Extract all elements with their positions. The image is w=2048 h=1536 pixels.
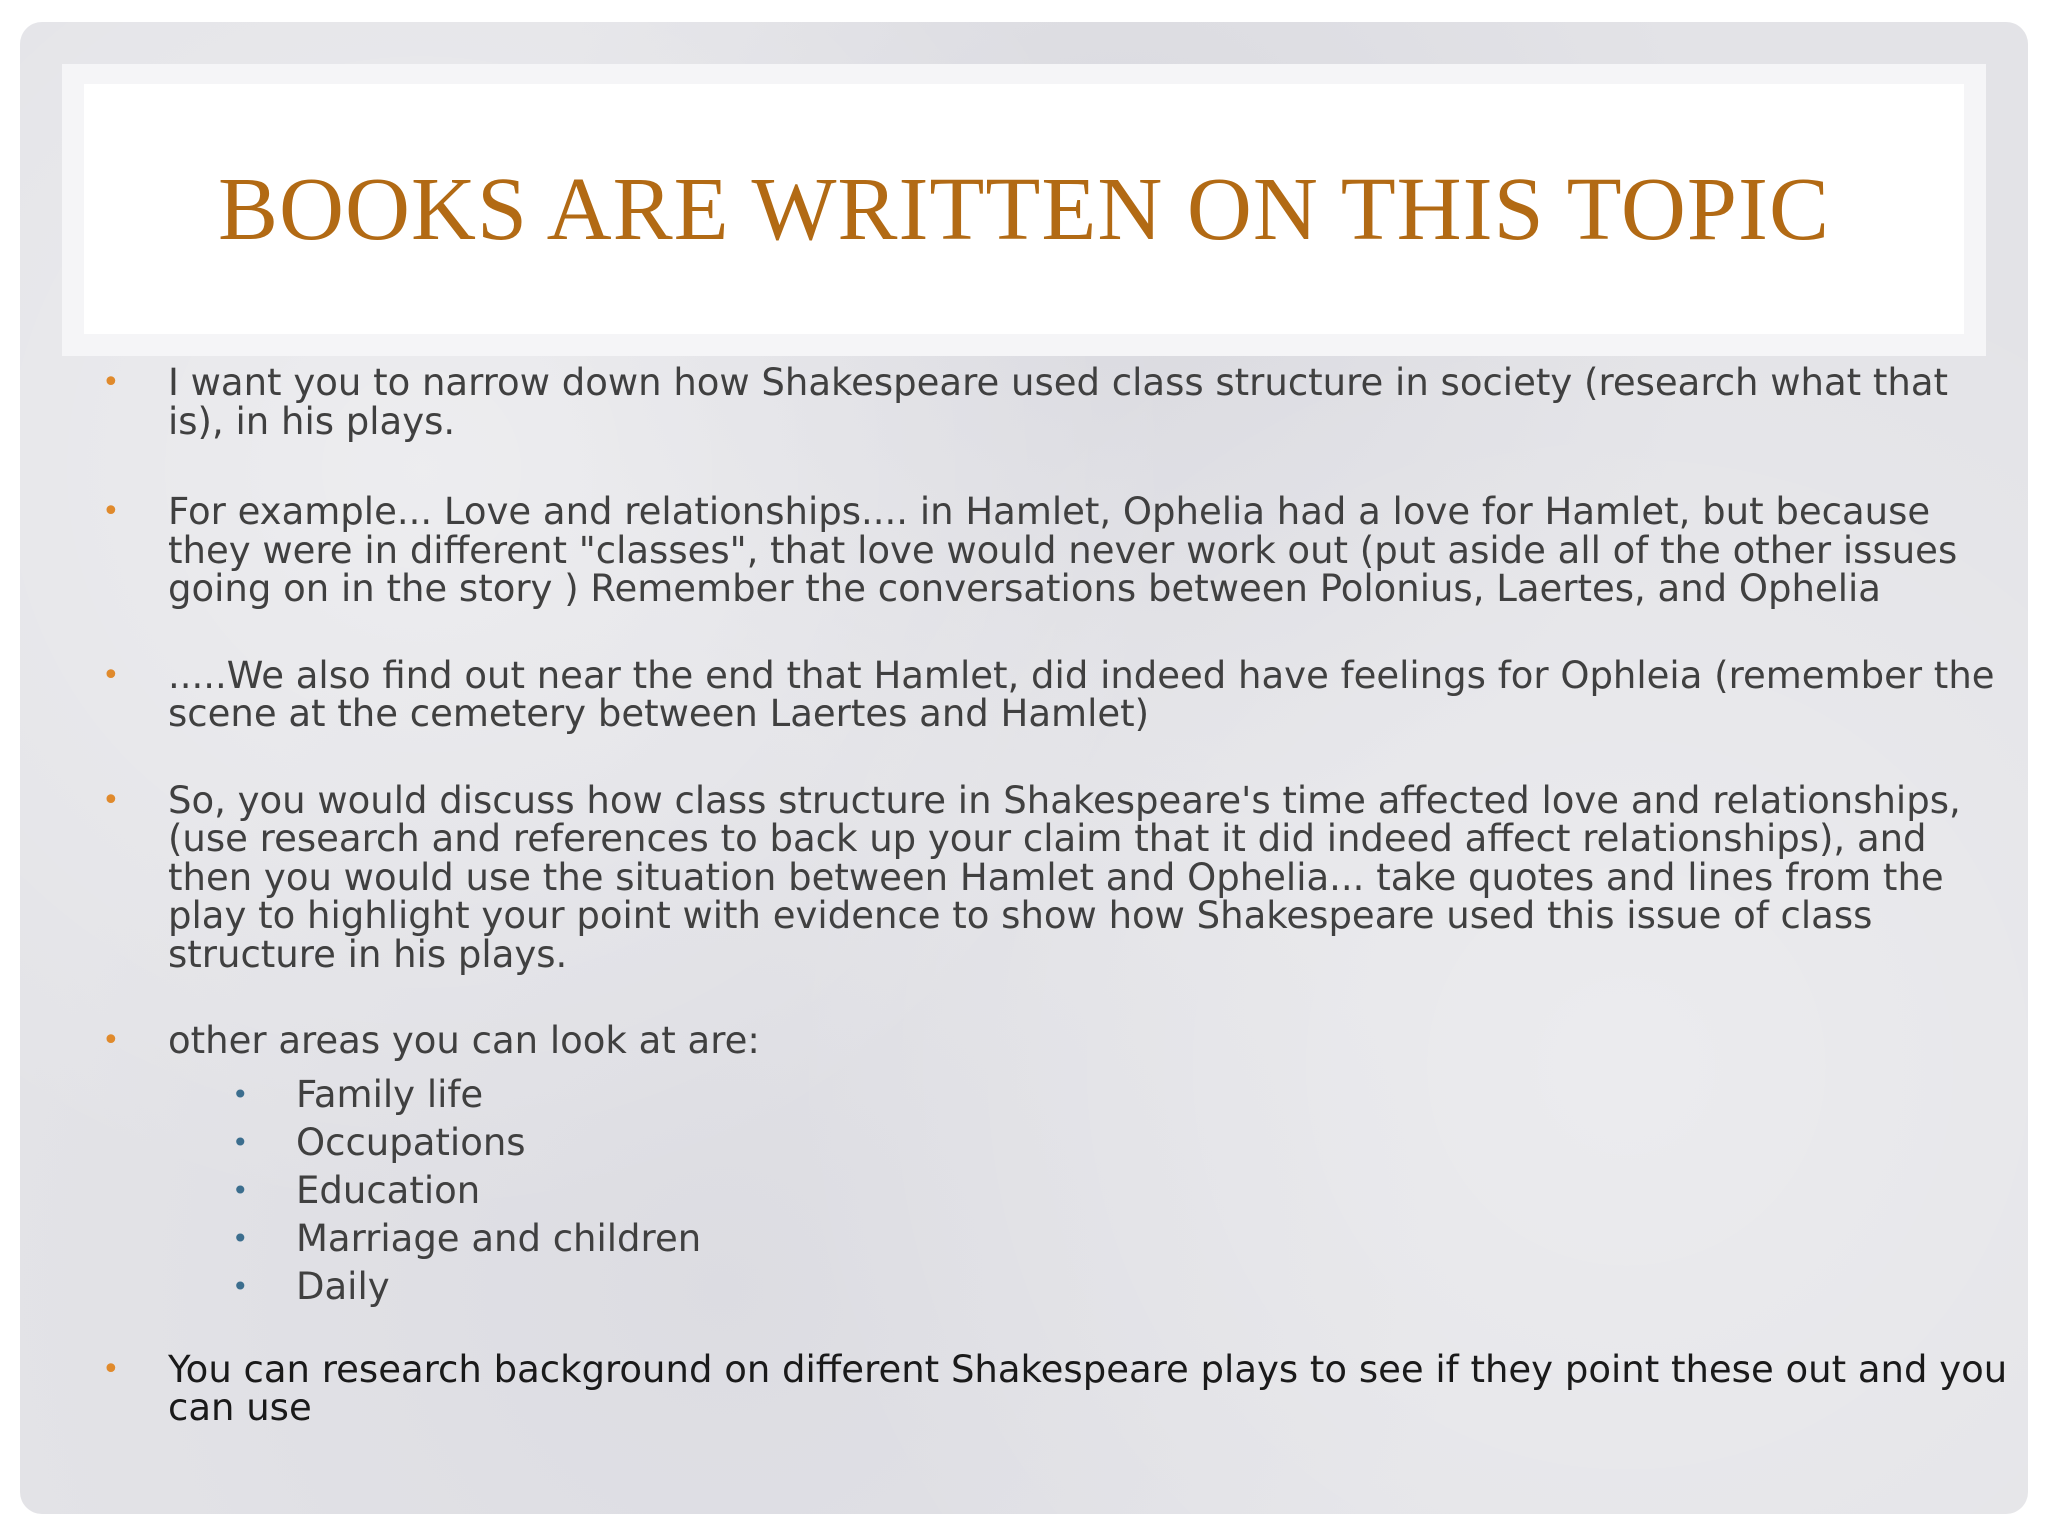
bullet-text: You can research background on different Shakespeare plays to see if they point these out and you can use: [168, 1347, 2008, 1429]
sub-bullet-item: [232, 1071, 2012, 1119]
sub-bullet-item: [232, 1263, 2012, 1311]
sub-bullet-icon: •: [232, 1125, 249, 1159]
bullet-item-4: [102, 778, 2012, 976]
sub-bullet-text: Education: [296, 1168, 481, 1212]
bullet-item-1: [102, 361, 2012, 443]
sub-bullet-icon: •: [232, 1077, 249, 1111]
sub-bullet-icon: •: [232, 1173, 249, 1207]
bullet-item-5: [102, 1019, 2012, 1311]
bullet-icon: •: [102, 1023, 120, 1058]
sub-bullet-item: [232, 1119, 2012, 1167]
sub-bullet-item: [232, 1215, 2012, 1263]
sub-bullet-icon: •: [232, 1221, 249, 1255]
bullet-icon: •: [102, 1351, 120, 1387]
bullet-icon: •: [102, 494, 120, 529]
bullet-item-6: [102, 1347, 2012, 1429]
bullet-text: .....We also find out near the end that Hamlet, did indeed have feelings for Ophleia (remember the scene at the cemetery between Laertes and Hamlet): [168, 653, 1995, 735]
bullet-text: So, you would discuss how class structure in Shakespeare's time affected love and relationships, (use research and references to back up your claim that it did indeed affect relationships), and then you would use the situation between Hamlet and Ophelia... take quotes and lines from the play to highlight your point with evidence to show how Shakespeare used this issue of class structure in his plays.: [168, 778, 1961, 976]
slide: [20, 22, 2028, 1514]
bullet-item-2: [102, 490, 2012, 610]
bullet-item-3: [102, 653, 2012, 735]
bullet-text: I want you to narrow down how Shakespeare used class structure in society (research what that is), in his plays.: [168, 361, 1949, 443]
title-box: [84, 84, 1964, 334]
sub-bullet-text: Occupations: [296, 1120, 526, 1164]
sub-bullet-icon: •: [232, 1269, 249, 1303]
sub-bullet-list: [168, 1071, 2012, 1311]
bullet-text: For example... Love and relationships.... in Hamlet, Ophelia had a love for Hamlet, but because they were in different "classes", that love would never work out (put aside all of the other issues going on in the story ) Remember the conversations between Polonius, Laertes, and Ophelia: [168, 490, 1958, 610]
bullet-text: other areas you can look at are:: [168, 1019, 760, 1062]
sub-bullet-text: Daily: [296, 1264, 390, 1308]
slide-title: BOOKS ARE WRITTEN ON THIS TOPIC: [218, 159, 1830, 259]
bullet-icon: •: [102, 657, 120, 693]
bullet-icon: •: [102, 365, 120, 400]
sub-bullet-text: Marriage and children: [296, 1216, 702, 1260]
bullet-icon: •: [102, 782, 120, 818]
sub-bullet-item: [232, 1167, 2012, 1215]
bullet-list: [102, 361, 2012, 1474]
sub-bullet-text: Family life: [296, 1072, 484, 1116]
